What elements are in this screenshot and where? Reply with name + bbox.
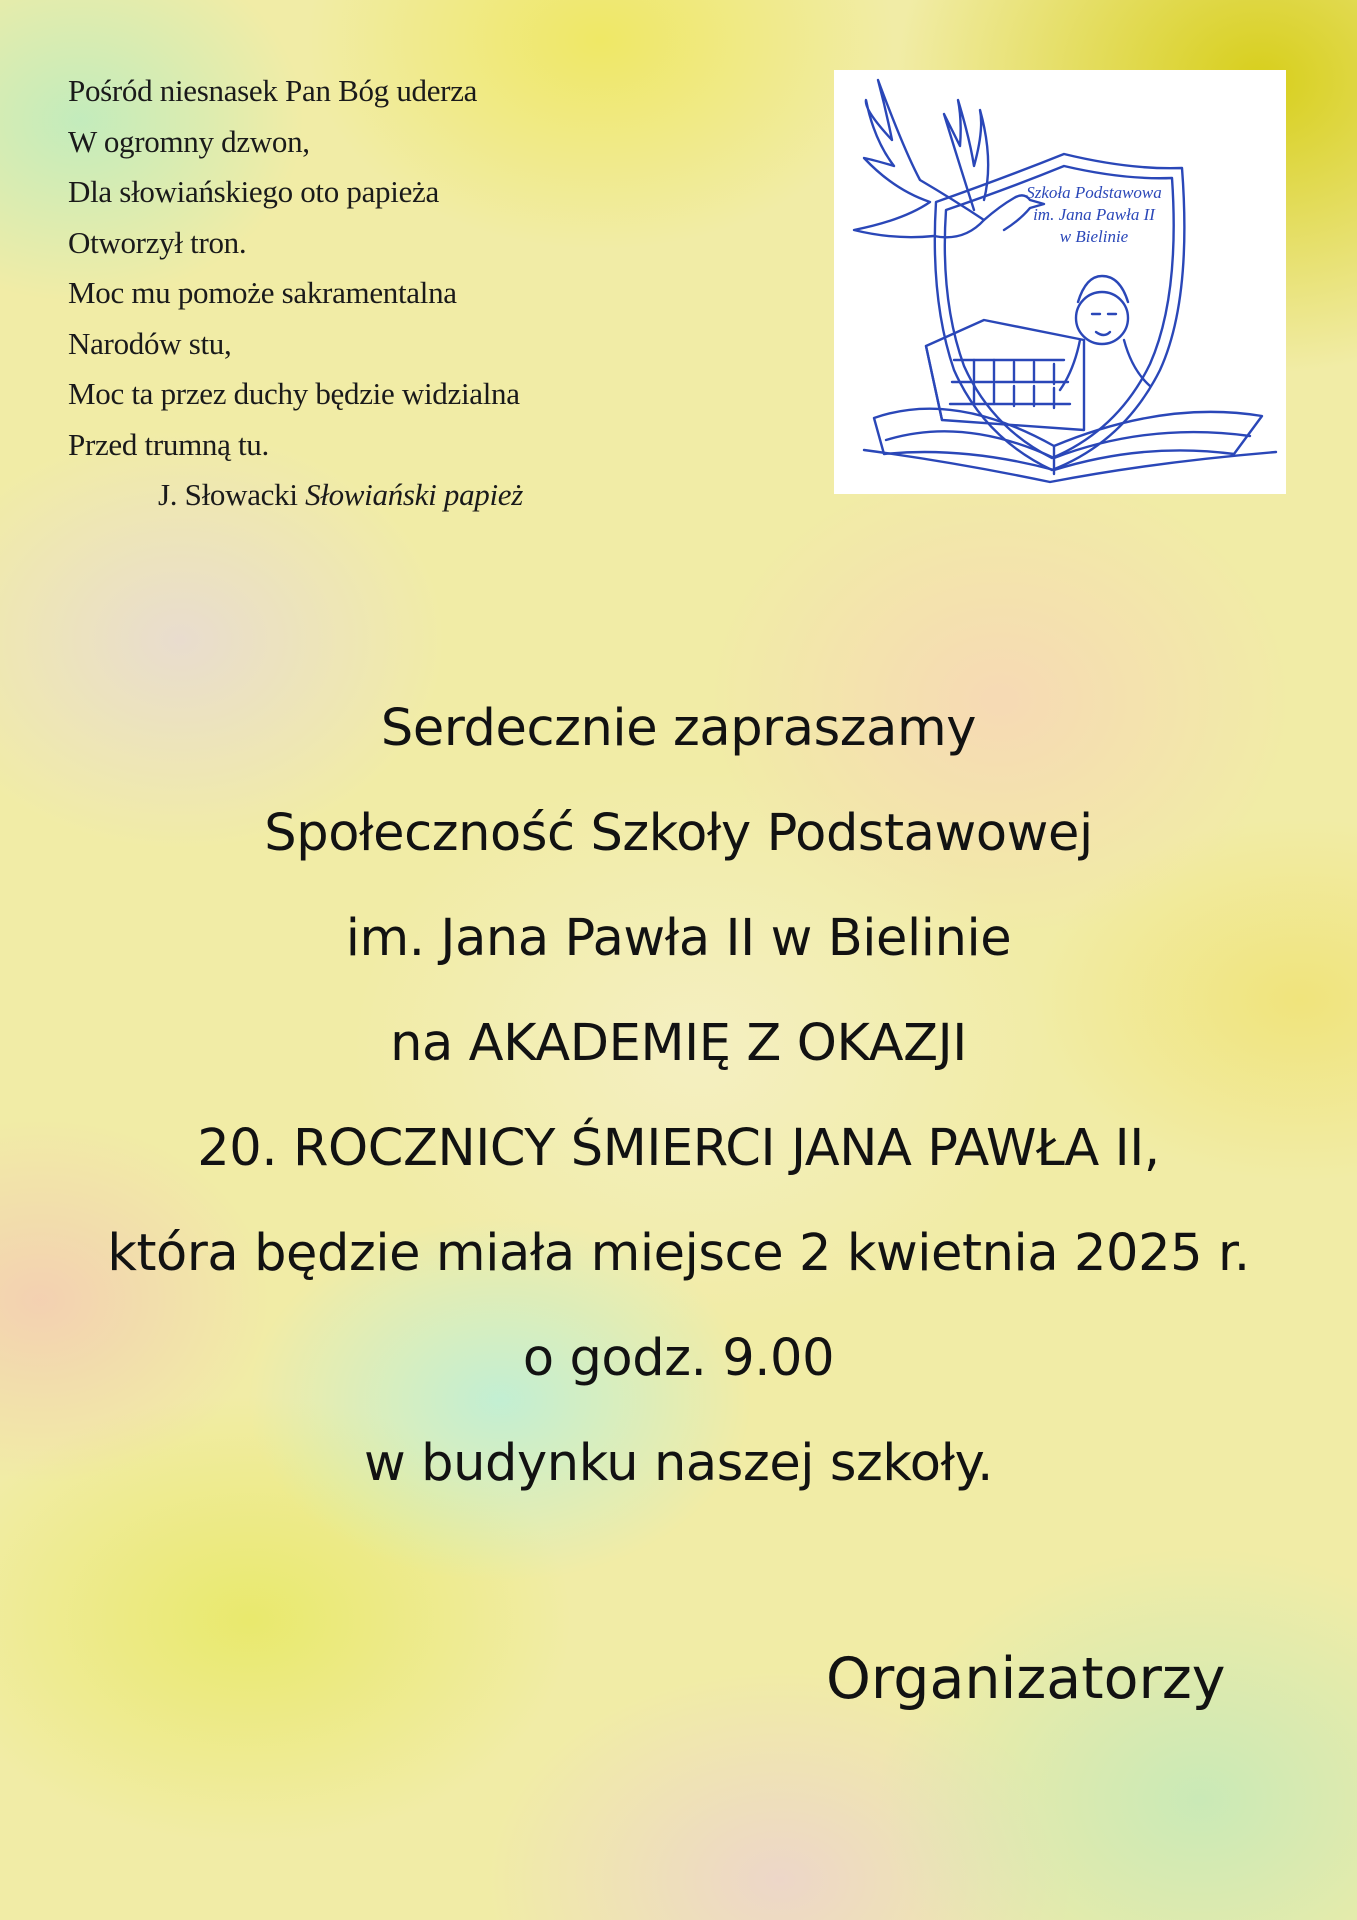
poem-line: W ogromny dzwon, <box>68 123 310 159</box>
invitation-line: o godz. 9.00 <box>522 1329 835 1388</box>
invitation-line: Społeczność Szkoły Podstawowej <box>264 804 1093 863</box>
poem-line: Pośród niesnasek Pan Bóg uderza <box>68 73 478 108</box>
poem-line: Narodów stu, <box>68 325 232 361</box>
school-logo <box>834 70 1286 494</box>
poem-attribution <box>68 470 688 521</box>
poem-line: Otworzył tron. <box>68 224 247 260</box>
invitation-line: na AKADEMIĘ Z OKAZJI <box>390 1014 967 1073</box>
invitation-line: która będzie miała miejsce 2 kwietnia 2025 r. <box>107 1224 1250 1283</box>
school-emblem-icon <box>834 70 1286 494</box>
logo-line: w Bielinie <box>1059 227 1129 246</box>
invitation-line: Serdecznie zapraszamy <box>380 699 977 758</box>
poem-line: Przed trumną tu. <box>68 426 269 462</box>
invitation-text <box>0 676 1357 1516</box>
invitation-line: im. Jana Pawła II w Bielinie <box>345 909 1012 968</box>
school-name <box>974 182 1214 248</box>
poem-title: Słowiański papież <box>305 477 524 512</box>
invitation-line: 20. ROCZNICY ŚMIERCI JANA PAWŁA II, <box>197 1119 1160 1178</box>
logo-line: Szkoła Podstawowa <box>1026 183 1162 202</box>
organizers-signature: Organizatorzy <box>826 1646 1226 1712</box>
poem-line: Moc mu pomoże sakramentalna <box>68 275 457 310</box>
poem-line: Moc ta przez duchy będzie widzialna <box>68 376 520 411</box>
poem-author: J. Słowacki <box>158 477 298 512</box>
invitation-line: w budynku naszej szkoły. <box>364 1434 993 1493</box>
poem-quote <box>68 66 688 521</box>
logo-line: im. Jana Pawła II <box>1033 205 1155 224</box>
poem-line: Dla słowiańskiego oto papieża <box>68 174 439 209</box>
